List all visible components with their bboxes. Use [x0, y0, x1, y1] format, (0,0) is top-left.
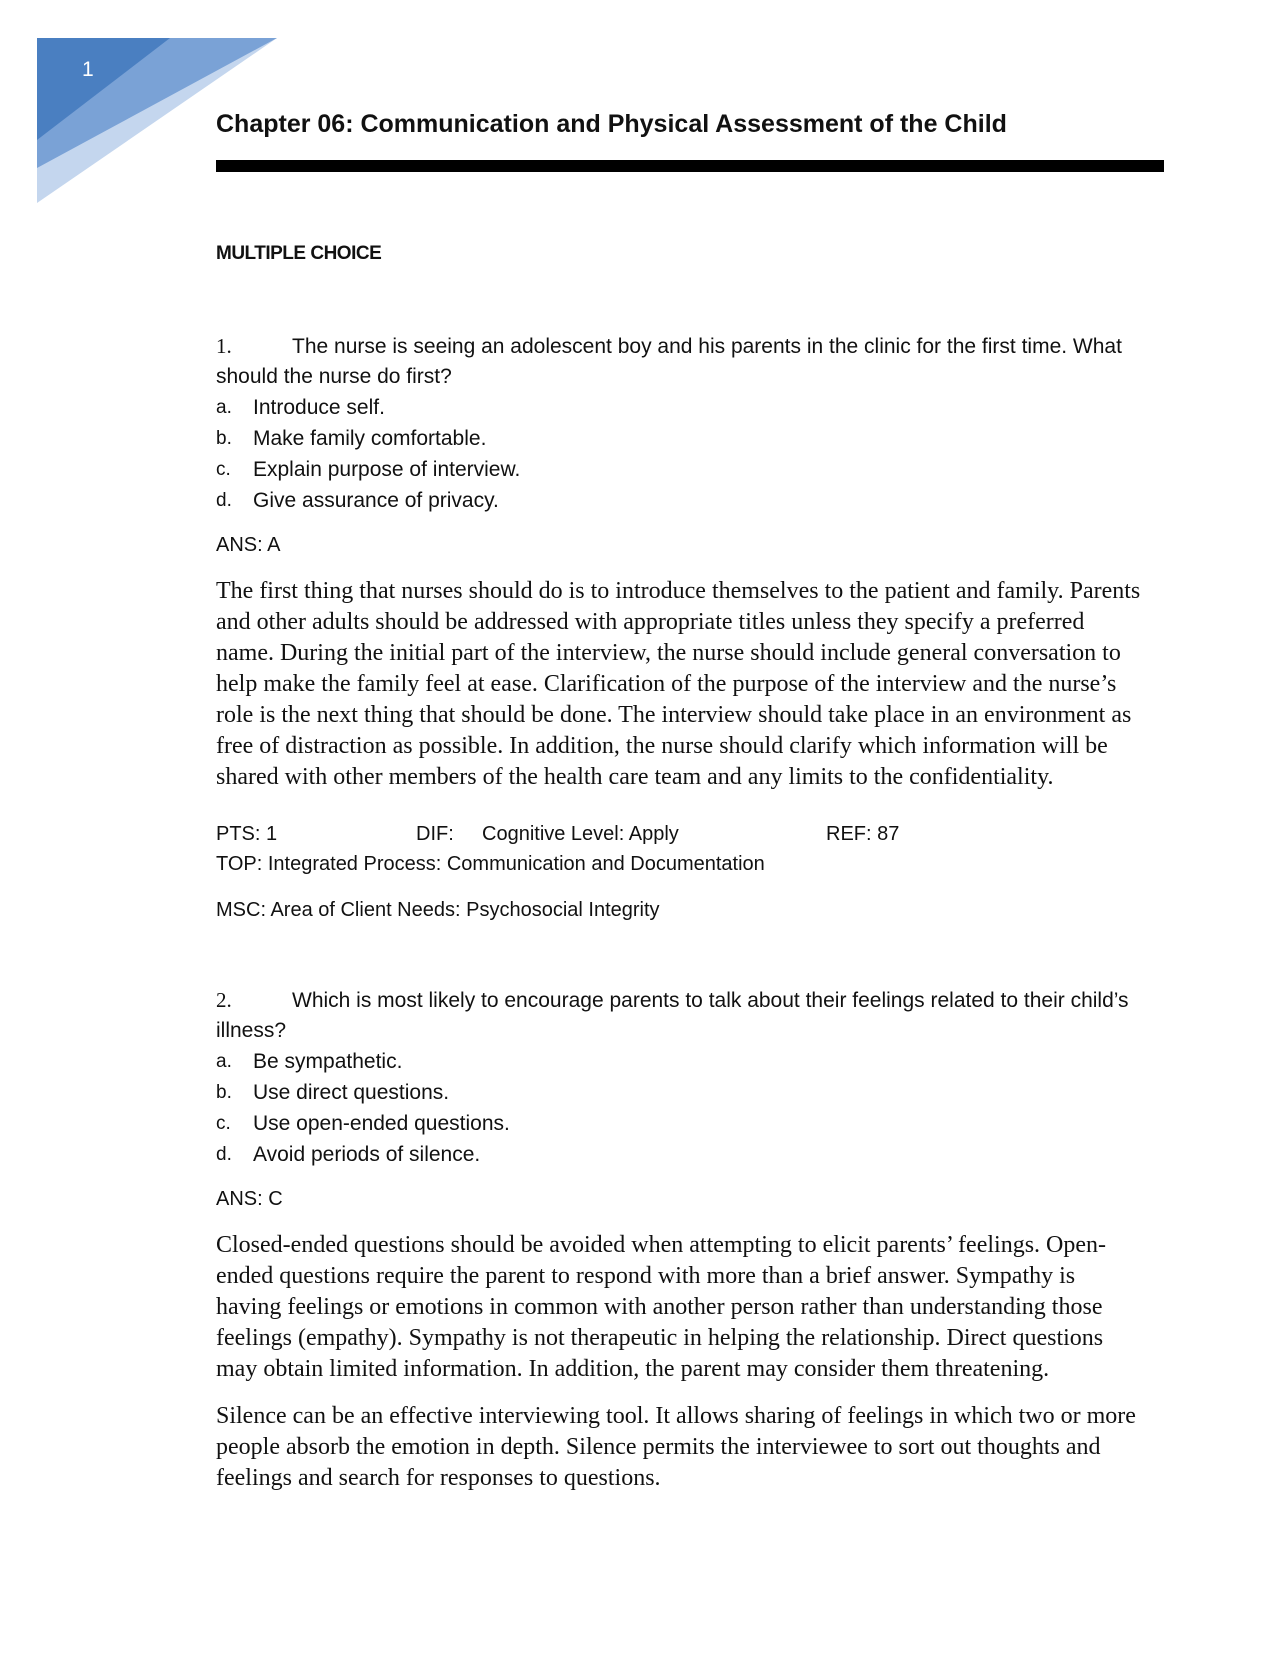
rationale-text: Closed-ended questions should be avoided when attempting to elicit parents’ feelings. Open-ended questions require the parent to respond with more than a brief answer. Sympathy is having feelings or emotions in common with another person rather than understanding those feelings (empathy). Sympathy is not therapeutic in helping the relationship. Direct questions may obtain limited information. In addition, the parent may consider them threatening.: [216, 1232, 1107, 1382]
reference: REF: 87: [826, 823, 900, 845]
option-text: Make family comfortable.: [253, 427, 487, 450]
rationale-text: The first thing that nurses should do is to introduce themselves to the patient and family. Parents and other adults should be addressed with appropriate titles unless they specify a preferred name. During the initial part of the interview, the nurse should include general conversation to help make the family feel at ease. Clarification of the purpose of the interview and the nurse’s role is the next thing that should be done. The interview should take place in an environment as free of distraction as possible. In addition, the nurse should clarify which information will be shared with other members of the health care team and any limits to the confidentiality.: [216, 578, 1141, 790]
option-b: [216, 423, 1146, 454]
option-d: [216, 1139, 1146, 1170]
question-number: 2.: [216, 988, 232, 1012]
option-letter: b.: [216, 428, 232, 449]
topic: TOP: Integrated Process: Communication and Documentation: [216, 853, 765, 875]
option-letter: a.: [216, 397, 232, 418]
option-letter: a.: [216, 1051, 232, 1072]
question-2: [216, 985, 1146, 1494]
difficulty-label: DIF:: [416, 823, 454, 845]
answer-key: ANS: A: [216, 534, 281, 556]
option-letter: d.: [216, 490, 232, 511]
chapter-title: Chapter 06: Communication and Physical Assessment of the Child: [216, 110, 1007, 138]
question-1: [216, 331, 1146, 925]
answer-key: ANS: C: [216, 1188, 283, 1210]
option-a: [216, 392, 1146, 423]
option-text: Use open-ended questions.: [253, 1112, 510, 1135]
corner-decoration: [0, 0, 290, 210]
question-metadata: [216, 819, 1146, 925]
option-b: [216, 1077, 1146, 1108]
options-list: [216, 392, 1146, 516]
points: PTS: 1: [216, 823, 278, 845]
question-text: Which is most likely to encourage parents to talk about their feelings related to their child’s illness?: [216, 989, 1129, 1042]
question-text: The nurse is seeing an adolescent boy and his parents in the clinic for the first time. What should the nurse do first?: [216, 335, 1122, 388]
option-text: Give assurance of privacy.: [253, 489, 499, 512]
option-text: Avoid periods of silence.: [253, 1143, 481, 1166]
option-letter: d.: [216, 1144, 232, 1165]
option-letter: c.: [216, 1113, 231, 1134]
rationale-text: Silence can be an effective interviewing tool. It allows sharing of feelings in which two or more people absorb the emotion in depth. Silence permits the interviewee to sort out thoughts and feelings and search for responses to questions.: [216, 1403, 1136, 1491]
question-stem: [216, 985, 1146, 1046]
section-heading: MULTIPLE CHOICE: [216, 243, 382, 264]
option-d: [216, 485, 1146, 516]
difficulty: [416, 819, 826, 849]
option-text: Be sympathetic.: [253, 1050, 403, 1073]
option-a: [216, 1046, 1146, 1077]
title-rule: [216, 160, 1164, 172]
question-number: 1.: [216, 334, 232, 358]
options-list: [216, 1046, 1146, 1170]
question-stem: [216, 331, 1146, 392]
option-text: Introduce self.: [253, 396, 385, 419]
option-c: [216, 1108, 1146, 1139]
client-needs: MSC: Area of Client Needs: Psychosocial Integrity: [216, 899, 660, 921]
option-text: Use direct questions.: [253, 1081, 450, 1104]
option-c: [216, 454, 1146, 485]
page-number: 1: [82, 58, 94, 81]
difficulty-value: Cognitive Level: Apply: [482, 823, 679, 845]
option-letter: b.: [216, 1082, 232, 1103]
metadata-row: [216, 819, 1146, 849]
option-letter: c.: [216, 459, 231, 480]
option-text: Explain purpose of interview.: [253, 458, 521, 481]
